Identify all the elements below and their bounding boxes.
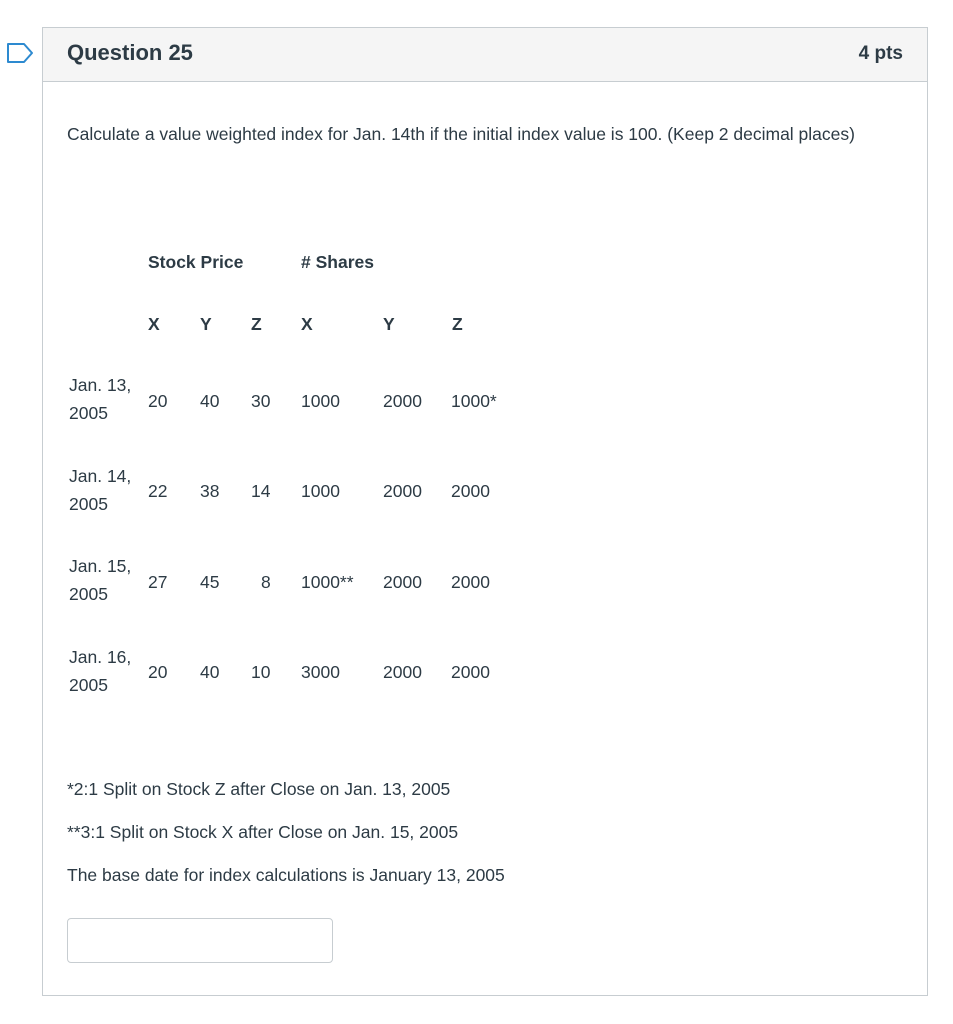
base-date-note: The base date for index calculations is January 13, 2005 [67, 865, 505, 885]
column-header: Z [251, 314, 262, 334]
table-cell: 40 [200, 391, 220, 411]
question-prompt: Calculate a value weighted index for Jan. 14th if the initial index value is 100. (Keep 2 decimal places) [67, 124, 855, 144]
shares-header: # Shares [301, 252, 374, 272]
footnote-split-x: **3:1 Split on Stock X after Close on Jan. 15, 2005 [67, 822, 459, 842]
table-cell: 2000 [383, 391, 422, 411]
table-cell: 3000 [301, 662, 340, 682]
table-cell: 40 [200, 662, 220, 682]
column-header: X [148, 314, 160, 334]
question-header [43, 28, 927, 82]
table-cell: 22 [148, 481, 168, 501]
question-card [42, 27, 928, 996]
row-date: Jan. 15, 2005 [69, 556, 132, 604]
table-cell: 45 [200, 572, 220, 592]
table-cell: 38 [200, 481, 220, 501]
column-header: Y [200, 314, 212, 334]
question-points: 4 pts [858, 43, 903, 64]
table-cell: 10 [251, 662, 271, 682]
row-date: Jan. 14, 2005 [69, 466, 132, 514]
table-cell: 8 [261, 572, 271, 592]
flag-question-icon[interactable] [6, 42, 34, 64]
table-cell: 14 [251, 481, 271, 501]
stock-price-header: Stock Price [148, 252, 244, 272]
table-cell: 2000 [383, 481, 422, 501]
question-title: Question 25 [67, 40, 193, 65]
column-header: Y [383, 314, 395, 334]
table-cell: 1000** [301, 572, 354, 592]
answer-input[interactable] [67, 918, 333, 963]
table-cell: 20 [148, 391, 168, 411]
row-date: Jan. 13, 2005 [69, 375, 132, 423]
column-header: Z [452, 314, 463, 334]
table-cell: 2000 [451, 481, 490, 501]
table-cell: 2000 [383, 572, 422, 592]
table-cell: 1000* [451, 391, 497, 411]
table-cell: 2000 [451, 662, 490, 682]
table-cell: 1000 [301, 391, 340, 411]
table-cell: 20 [148, 662, 168, 682]
column-header: X [301, 314, 313, 334]
table-cell: 1000 [301, 481, 340, 501]
table-cell: 2000 [383, 662, 422, 682]
table-cell: 27 [148, 572, 168, 592]
row-date: Jan. 16, 2005 [69, 647, 132, 695]
table-cell: 30 [251, 391, 271, 411]
table-cell: 2000 [451, 572, 490, 592]
footnote-split-z: *2:1 Split on Stock Z after Close on Jan. 13, 2005 [67, 779, 451, 799]
